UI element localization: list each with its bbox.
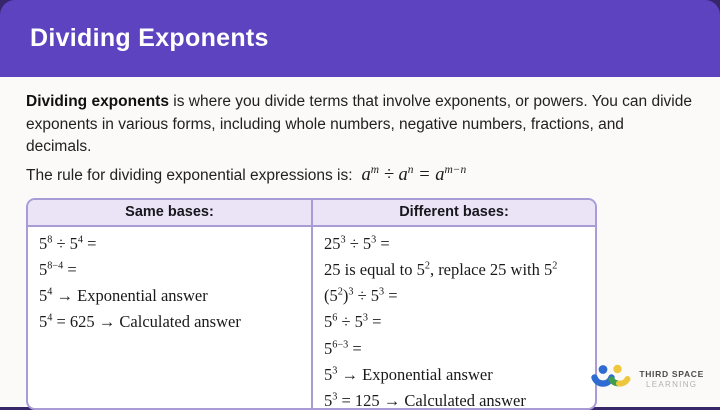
content-area xyxy=(0,77,720,410)
logo-icon xyxy=(591,363,632,394)
rule-expression: $a^m \div a^n = a^{m-n}$ xyxy=(361,163,467,185)
same-bases-cell xyxy=(28,227,313,410)
math-line: 25 is equal to $5^2$, replace 25 with $5^2$ xyxy=(324,259,558,279)
page-header xyxy=(0,0,720,77)
rule-line xyxy=(26,162,692,190)
intro-bold-lead: Dividing exponents xyxy=(26,93,169,110)
math-line: $5^3 = 125$ → Calculated answer xyxy=(324,391,526,410)
logo-text xyxy=(639,369,704,389)
math-line: $5^{8-4}$ = xyxy=(39,259,77,279)
third-space-learning-logo xyxy=(591,363,704,394)
intro-paragraph xyxy=(26,91,692,159)
different-bases-cell xyxy=(313,227,595,410)
math-line: $25^3 \div 5^3$ = xyxy=(324,233,390,253)
page-title: Dividing Exponents xyxy=(30,24,269,52)
logo-text-line1: THIRD SPACE xyxy=(639,368,704,379)
math-line: $5^{6-3}$ = xyxy=(324,338,362,358)
math-line: $5^6 \div 5^3$ = xyxy=(324,312,382,332)
intro-text: is where you divide terms that involve exponents, or powers. You can divide exponents in various forms, including whole numbers, negative numbers, fractions, and decimals. xyxy=(26,93,692,155)
logo-text-line2: LEARNING xyxy=(646,379,698,389)
column-header-same-bases: Same bases: xyxy=(28,200,313,227)
math-line: $5^4$ → Exponential answer xyxy=(39,286,208,306)
math-line: $5^8 \div 5^4$ = xyxy=(39,233,97,253)
math-line: $5^3$ → Exponential answer xyxy=(324,364,493,384)
math-line: $(5^2)^3 \div 5^3$ = xyxy=(324,286,398,306)
rule-label: The rule for dividing exponential expressions is: xyxy=(26,166,353,184)
column-header-different-bases: Different bases: xyxy=(313,200,595,227)
bases-table xyxy=(26,198,597,410)
math-line: $5^4 = 625$ → Calculated answer xyxy=(39,312,241,332)
